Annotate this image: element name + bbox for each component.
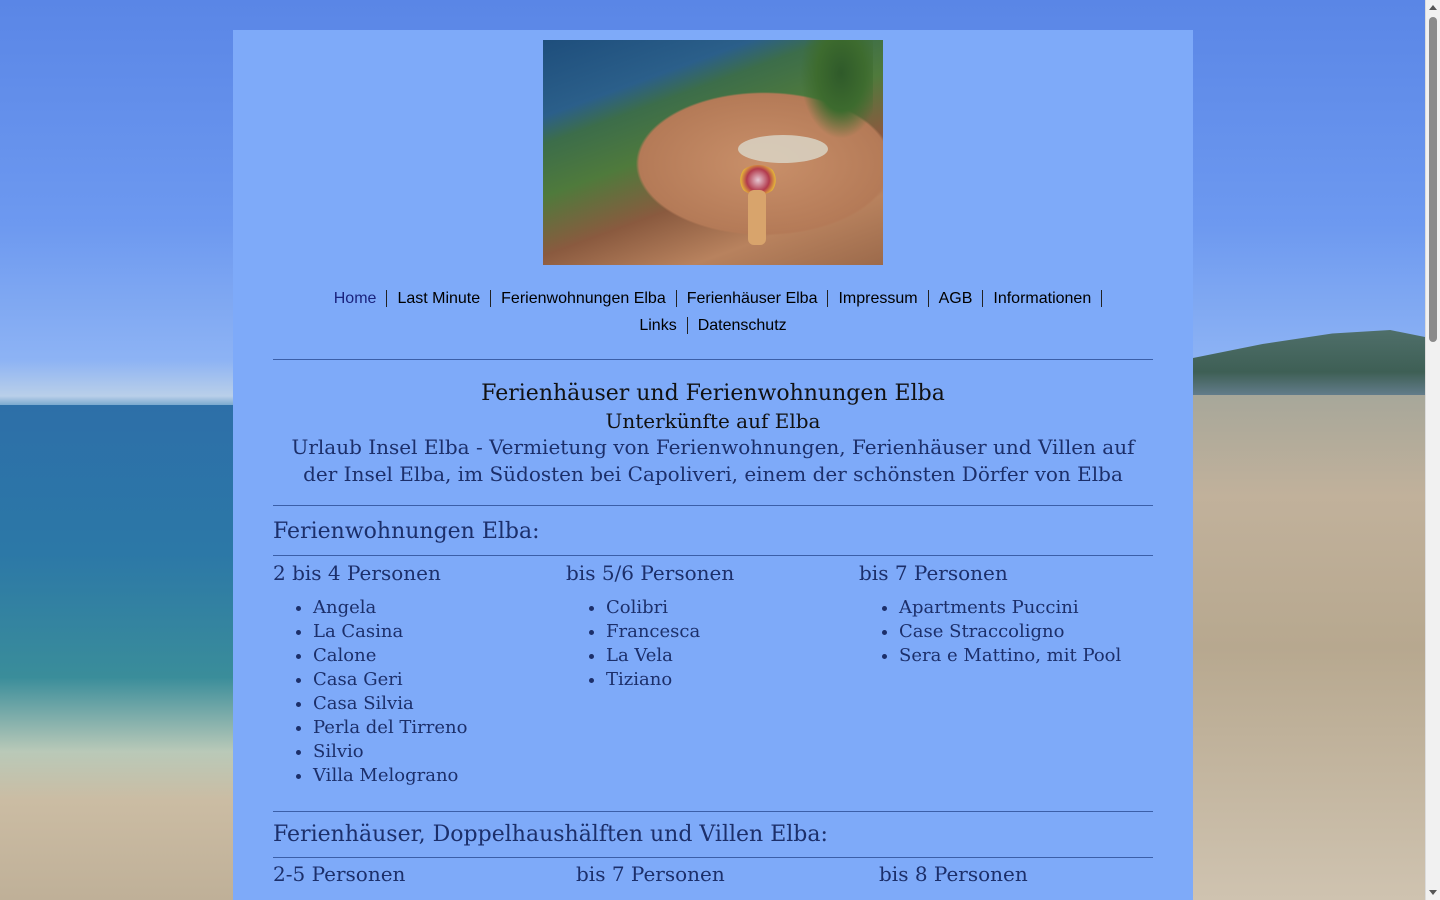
divider <box>273 555 1153 556</box>
nav-datenschutz[interactable]: Datenschutz <box>697 317 787 334</box>
nav-links[interactable]: Links <box>629 317 687 334</box>
nav-agb[interactable]: AGB <box>929 290 984 307</box>
scroll-down-icon[interactable] <box>1429 890 1437 895</box>
nav-impressum[interactable]: Impressum <box>828 290 928 307</box>
apartments-col2-heading: bis 5/6 Personen <box>566 561 735 585</box>
page-title: Ferienhäuser und Ferienwohnungen Elba <box>481 381 945 406</box>
list-item[interactable]: • Colibri <box>606 596 700 620</box>
intro-block <box>273 380 1153 488</box>
list-item[interactable]: • Casa Geri <box>313 668 467 692</box>
table-shape <box>738 135 828 163</box>
list-item[interactable]: • Francesca <box>606 620 700 644</box>
content-panel <box>233 30 1193 900</box>
nav-ferienwohnungen[interactable]: Ferienwohnungen Elba <box>491 290 677 307</box>
background-sea <box>0 405 233 900</box>
apartments-section-title: Ferienwohnungen Elba: <box>273 519 540 544</box>
scroll-up-icon[interactable] <box>1429 5 1437 10</box>
terrace-photo <box>543 40 883 265</box>
apartments-col3-heading: bis 7 Personen <box>859 561 1008 585</box>
intro-text: Urlaub Insel Elba - Vermietung von Ferienwohnungen, Ferienhäuser und Villen auf der Insel Elba, im Südosten bei Capoliveri, einem der schönsten Dörfer von Elba <box>291 435 1135 486</box>
main-navigation <box>273 285 1153 339</box>
list-item[interactable]: • La Casina <box>313 620 467 644</box>
list-item[interactable]: • Calone <box>313 644 467 668</box>
houses-col3-heading: bis 8 Personen <box>879 862 1028 886</box>
scrollbar-thumb[interactable] <box>1429 17 1437 342</box>
apartments-col2-list <box>566 596 700 692</box>
scrollbar[interactable] <box>1425 0 1440 900</box>
list-item[interactable]: • La Vela <box>606 644 700 668</box>
list-item[interactable]: • Casa Silvia <box>313 692 467 716</box>
divider <box>273 505 1153 506</box>
divider <box>273 811 1153 812</box>
nav-home[interactable]: Home <box>324 290 388 307</box>
nav-informationen[interactable]: Informationen <box>983 290 1102 307</box>
list-item[interactable]: • Perla del Tirreno <box>313 716 467 740</box>
vase-shape <box>748 190 766 245</box>
list-item[interactable]: • Tiziano <box>606 668 700 692</box>
background-hills <box>1193 330 1425 400</box>
background-beach <box>1193 395 1425 900</box>
houses-section-title: Ferienhäuser, Doppelhaushälften und Villen Elba: <box>273 822 828 847</box>
page-subtitle: Unterkünfte auf Elba <box>605 409 821 433</box>
palm-shape <box>793 40 873 150</box>
list-item[interactable]: • Silvio <box>313 740 467 764</box>
apartments-col1-heading: 2 bis 4 Personen <box>273 561 441 585</box>
houses-col1-heading: 2-5 Personen <box>273 862 406 886</box>
list-item[interactable]: • Apartments Puccini <box>899 596 1121 620</box>
apartments-col1-list <box>273 596 467 788</box>
apartments-col3-list <box>859 596 1121 668</box>
list-item[interactable]: • Case Straccoligno <box>899 620 1121 644</box>
list-item[interactable]: • Angela <box>313 596 467 620</box>
list-item[interactable]: • Villa Melograno <box>313 764 467 788</box>
houses-col2-heading: bis 7 Personen <box>576 862 725 886</box>
list-item[interactable]: • Sera e Mattino, mit Pool <box>899 644 1121 668</box>
divider <box>273 857 1153 858</box>
divider <box>273 359 1153 360</box>
nav-ferienhaeuser[interactable]: Ferienhäuser Elba <box>677 290 829 307</box>
nav-last-minute[interactable]: Last Minute <box>387 290 491 307</box>
